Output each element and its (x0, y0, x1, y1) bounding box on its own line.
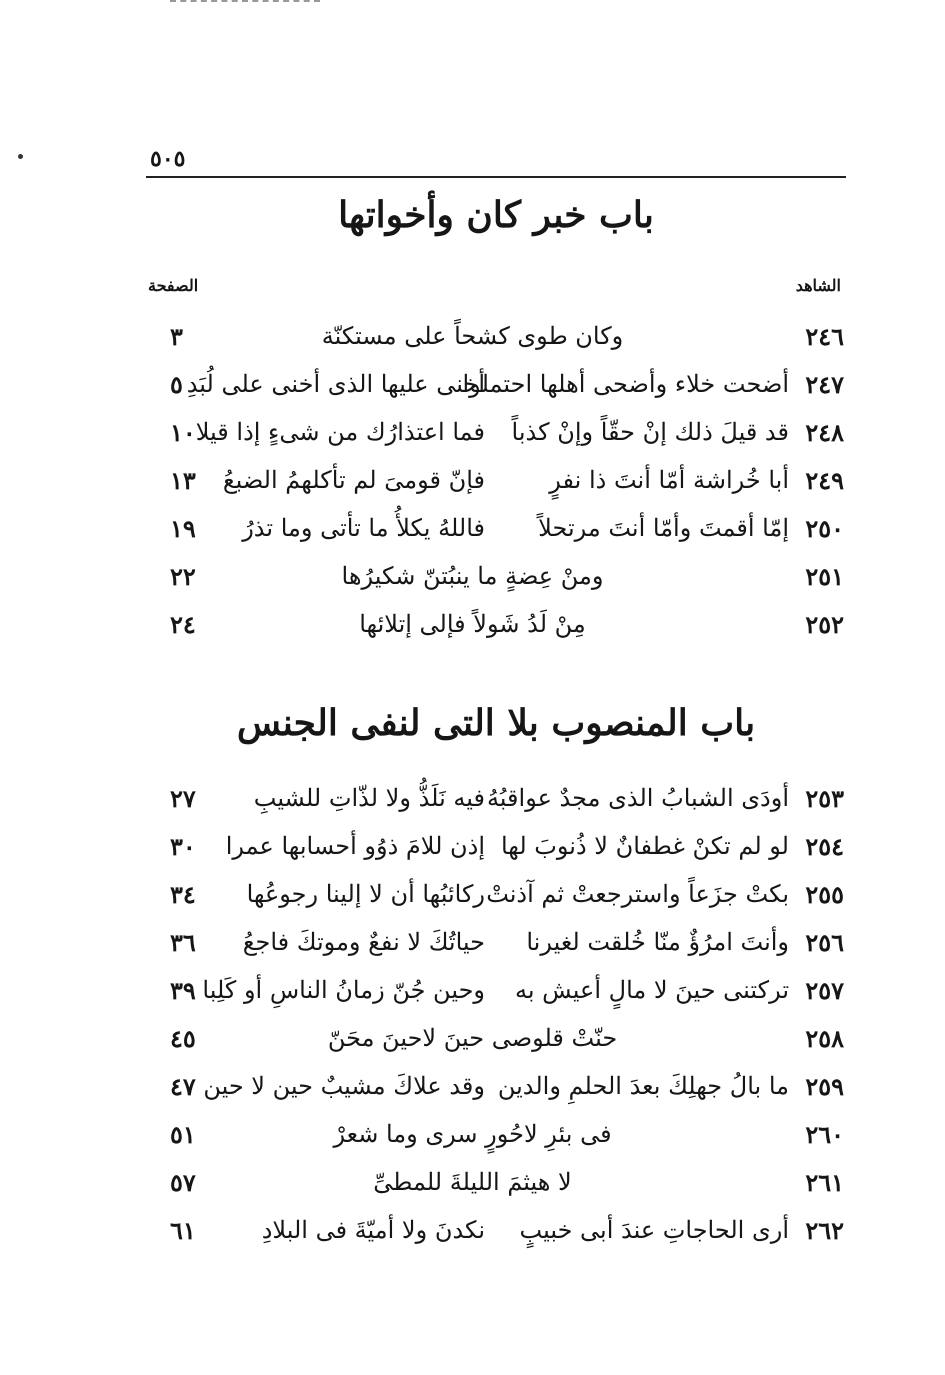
page-reference: ٤٥ (170, 1024, 196, 1053)
verse-row (0, 784, 945, 828)
verse-row (0, 1216, 945, 1260)
verse-hemistich: وكان طوى كشحاً على مستكنّة (321, 322, 624, 350)
verse-second-hemistich: نكدنَ ولا أميّةَ فى البلادِ (261, 1216, 485, 1244)
verse-number: ٢٤٧ (805, 370, 844, 399)
verse-number: ٢٥٢ (805, 610, 844, 639)
page-reference: ٥٧ (170, 1168, 196, 1197)
verse-second-hemistich: أخنى عليها الذى أخنى على لُبَدِ (186, 370, 485, 398)
verse-hemistich: لا هيثمَ الليلةَ للمطىِّ (373, 1168, 572, 1196)
verse-hemistich: مِنْ لَدُ شَولاً فإلى إتلائها (359, 610, 586, 638)
section-title-kana: باب خبر كان وأخواتها (338, 194, 654, 236)
verse-row (0, 562, 945, 606)
verse-second-hemistich: حياتُكَ لا نفعٌ وموتكَ فاجعُ (242, 928, 485, 956)
verse-number: ٢٥٧ (805, 976, 844, 1005)
verse-number: ٢٥٩ (805, 1072, 844, 1101)
verse-first-hemistich: أبا خُراشة أمّا أنتَ ذا نفرٍ (549, 466, 789, 494)
verse-second-hemistich: إذن للامَ ذوُو أحسابها عمرا (225, 832, 485, 860)
verse-number: ٢٤٩ (805, 466, 844, 495)
verse-row (0, 610, 945, 654)
verse-hemistich: حنّتْ قلوصى حينَ لاحينَ محَنّ (327, 1024, 618, 1052)
verse-number: ٢٥٣ (805, 784, 844, 813)
page-number: ٥٠٥ (150, 146, 186, 172)
column-label-witness: الشاهد (795, 276, 841, 295)
verse-number: ٢٤٦ (805, 322, 844, 351)
page-reference: ٤٧ (170, 1072, 196, 1101)
verse-second-hemistich: فاللهُ يكلأُ ما تأتى وما تذرُ (242, 514, 485, 542)
page-reference: ٥١ (170, 1120, 196, 1149)
verse-hemistich: فى بئرِ لاحُورٍ سرى وما شعرْ (333, 1120, 612, 1148)
page-reference: ٥ (170, 370, 183, 399)
verse-number: ٢٥٤ (805, 832, 844, 861)
page-reference: ٣٩ (170, 976, 196, 1005)
verse-row (0, 418, 945, 462)
verse-first-hemistich: أرى الحاجاتِ عندَ أبى خبيبٍ (519, 1216, 789, 1244)
verse-row (0, 1120, 945, 1164)
page-reference: ٣٦ (170, 928, 196, 957)
page-reference: ٢٧ (170, 784, 196, 813)
verse-number: ٢٥٥ (805, 880, 844, 909)
verse-number: ٢٥٦ (805, 928, 844, 957)
verse-first-hemistich: أودَى الشبابُ الذى مجدٌ عواقبُهُ (486, 784, 789, 812)
verse-number: ٢٦٢ (805, 1216, 844, 1245)
verse-number: ٢٤٨ (805, 418, 844, 447)
verse-row (0, 880, 945, 924)
verse-row (0, 1168, 945, 1212)
verse-number: ٢٥١ (805, 562, 844, 591)
page-reference: ٣ (170, 322, 183, 351)
verse-row (0, 832, 945, 876)
verse-row (0, 370, 945, 414)
verse-first-hemistich: ما بالُ جهلِكَ بعدَ الحلمِ والدين (497, 1072, 789, 1100)
verse-second-hemistich: فإنّ قومىَ لم تأكلهمُ الضبعُ (222, 466, 485, 494)
header-rule (146, 176, 846, 178)
verse-first-hemistich: قد قيلَ ذلك إنْ حقّاً وإنْ كذباً (511, 418, 789, 446)
scan-artifact-dot (18, 154, 23, 159)
verse-second-hemistich: فيه نَلَذُّ ولا لذّاتِ للشيبِ (253, 784, 485, 812)
scan-artifact-dash (170, 0, 320, 2)
verse-second-hemistich: وقد علاكَ مشيبٌ حين لا حين (203, 1072, 485, 1100)
verse-second-hemistich: وحين جُنّ زمانُ الناسِ أو كَلِبا (202, 976, 485, 1004)
page-reference: ٣٤ (170, 880, 196, 909)
page-reference: ٦١ (170, 1216, 196, 1245)
verse-first-hemistich: أضحت خلاء وأضحى أهلها احتملوا (462, 370, 789, 398)
verse-number: ٢٥٠ (805, 514, 844, 543)
verse-row (0, 928, 945, 972)
verse-row (0, 976, 945, 1020)
verse-number: ٢٦١ (805, 1168, 844, 1197)
verse-second-hemistich: فما اعتذارُك من شىءٍ إذا قيلا (195, 418, 485, 446)
page-reference: ١٠ (170, 418, 196, 447)
page-reference: ٢٤ (170, 610, 196, 639)
verse-first-hemistich: تركتنى حينَ لا مالٍ أعيش به (515, 976, 789, 1004)
verse-row (0, 466, 945, 510)
page-reference: ٢٢ (170, 562, 196, 591)
verse-hemistich: ومنْ عِضةٍ ما ينبُتنّ شكيرُها (341, 562, 604, 590)
verse-first-hemistich: وأنتَ امرُؤٌ منّا خُلقت لغيرنا (526, 928, 789, 956)
page-reference: ٣٠ (170, 832, 196, 861)
page-reference: ١٣ (170, 466, 196, 495)
verse-row (0, 1024, 945, 1068)
verse-number: ٢٥٨ (805, 1024, 844, 1053)
section-title-la-nafy: باب المنصوب بلا التى لنفى الجنس (236, 702, 756, 744)
verse-row (0, 322, 945, 366)
verse-first-hemistich: لو لم تكنْ غطفانٌ لا ذُنوبَ لها (500, 832, 789, 860)
column-label-page: الصفحة (148, 276, 199, 295)
verse-second-hemistich: ركائبُها أن لا إلينا رجوعُها (246, 880, 485, 908)
verse-row (0, 514, 945, 558)
verse-row (0, 1072, 945, 1116)
verse-number: ٢٦٠ (805, 1120, 844, 1149)
verse-first-hemistich: إمّا أقمتَ وأمّا أنتَ مرتحلاً (538, 514, 789, 542)
verse-first-hemistich: بكتْ جزَعاً واسترجعتْ ثم آذنتْ (486, 880, 789, 908)
page-reference: ١٩ (170, 514, 196, 543)
